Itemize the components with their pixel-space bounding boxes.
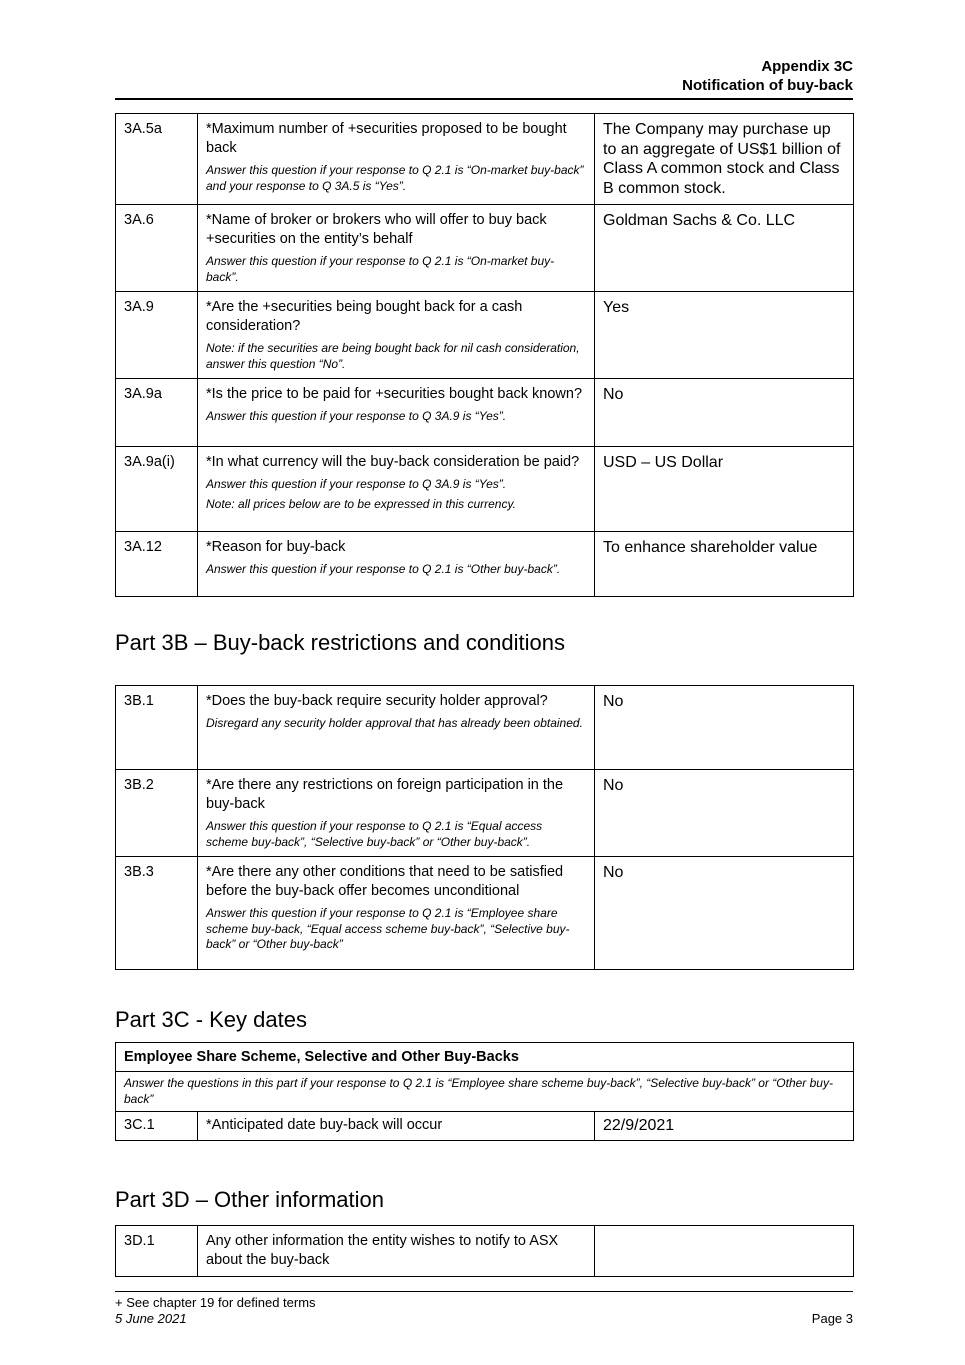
table-row bbox=[116, 770, 854, 857]
banner-title: Employee Share Scheme, Selective and Other Buy-Backs bbox=[124, 1049, 519, 1065]
question-note: Answer this question if your response to Q 2.1 is “On-market buy-back” and your response to Q 3A.5 is “Yes”. bbox=[206, 163, 584, 193]
question-cell bbox=[198, 379, 595, 447]
question-id-cell: 3A.9 bbox=[116, 292, 198, 379]
table-row bbox=[116, 857, 854, 970]
table-row bbox=[116, 1112, 854, 1141]
question-id-cell: 3B.3 bbox=[116, 857, 198, 970]
section-heading-3d: Part 3D – Other information bbox=[115, 1186, 385, 1212]
question-note: Answer this question if your response to Q 3A.9 is “Yes”. bbox=[206, 409, 507, 423]
question-cell bbox=[198, 292, 595, 379]
answer-text: No bbox=[603, 693, 624, 710]
question-id-cell: 3A.12 bbox=[116, 532, 198, 597]
question-note: Answer this question if your response to Q 2.1 is “Equal access scheme buy-back”, “Selective buy-back” or “Other buy-back”. bbox=[206, 819, 543, 849]
question-note: Answer this question if your response to Q 2.1 is “Employee share scheme buy-back, “Equal access scheme buy-back”, “Selective buy-back” or “Other buy-back” bbox=[206, 906, 570, 951]
section-heading-3c: Part 3C - Key dates bbox=[115, 1007, 307, 1032]
question-text: *Name of broker or brokers who will offer to buy back +securities on the entity’s behalf bbox=[206, 212, 547, 247]
part-3a-table bbox=[115, 113, 854, 597]
table-row bbox=[116, 292, 854, 379]
answer-text: The Company may purchase up to an aggregate of US$1 billion of Class A common stock and Class B common stock. bbox=[603, 121, 841, 197]
question-text: Any other information the entity wishes to notify to ASX about the buy-back bbox=[206, 1232, 559, 1268]
question-text: *Are there any restrictions on foreign participation in the buy-back bbox=[206, 777, 564, 812]
question-cell bbox=[198, 532, 595, 597]
question-cell bbox=[198, 205, 595, 292]
question-text: *In what currency will the buy-back consideration be paid? bbox=[206, 454, 580, 470]
question-cell bbox=[198, 114, 595, 205]
question-text: *Reason for buy-back bbox=[206, 539, 346, 555]
document-footer bbox=[115, 1311, 853, 1327]
table-row bbox=[116, 1072, 854, 1112]
answer-cell bbox=[595, 686, 854, 770]
appendix-title: Appendix 3C bbox=[761, 58, 853, 75]
table-row bbox=[116, 114, 854, 205]
table-row bbox=[116, 1225, 854, 1276]
header-divider bbox=[115, 98, 853, 100]
question-note: Answer this question if your response to Q 2.1 is “On-market buy-back”. bbox=[206, 254, 555, 284]
question-text: *Maximum number of +securities proposed to be bought back bbox=[206, 121, 567, 156]
table-row bbox=[116, 686, 854, 770]
question-id-cell: 3B.1 bbox=[116, 686, 198, 770]
document-header bbox=[115, 57, 853, 95]
question-note: Answer this question if your response to Q 3A.9 is “Yes”. bbox=[206, 477, 507, 491]
answer-text: USD – US Dollar bbox=[603, 454, 724, 471]
answer-cell bbox=[595, 1112, 854, 1141]
answer-cell bbox=[595, 114, 854, 205]
question-note: Note: if the securities are being bought back for nil cash consideration, answer this question “No”. bbox=[206, 341, 580, 371]
banner-note: Answer the questions in this part if your response to Q 2.1 is “Employee share scheme buy-back”, “Selective buy-back” or “Other buy-back” bbox=[124, 1076, 833, 1106]
banner-note-cell bbox=[116, 1072, 854, 1112]
banner-title-cell bbox=[116, 1043, 854, 1072]
question-id-cell: 3D.1 bbox=[116, 1225, 198, 1276]
question-id-cell: 3A.5a bbox=[116, 114, 198, 205]
question-id-cell: 3B.2 bbox=[116, 770, 198, 857]
question-note: Answer this question if your response to Q 2.1 is “Other buy-back”. bbox=[206, 562, 561, 576]
section-heading-3b: Part 3B – Buy-back restrictions and conditions bbox=[115, 630, 566, 655]
question-cell bbox=[198, 1112, 595, 1141]
question-cell bbox=[198, 447, 595, 532]
question-cell bbox=[198, 770, 595, 857]
part-3d-table bbox=[115, 1225, 854, 1277]
answer-text: Yes bbox=[603, 299, 630, 316]
question-text: *Does the buy-back require security holder approval? bbox=[206, 693, 548, 709]
question-text: *Are there any other conditions that need to be satisfied before the buy-back offer becomes unconditional bbox=[206, 864, 564, 899]
table-row bbox=[116, 447, 854, 532]
answer-text: To enhance shareholder value bbox=[603, 539, 818, 556]
question-cell bbox=[198, 857, 595, 970]
question-note: Disregard any security holder approval that has already been obtained. bbox=[206, 716, 583, 730]
part-3c-table bbox=[115, 1042, 854, 1141]
answer-cell bbox=[595, 205, 854, 292]
question-id-cell: 3C.1 bbox=[116, 1112, 198, 1141]
footer-divider bbox=[115, 1291, 853, 1292]
table-row bbox=[116, 1043, 854, 1072]
answer-text: Goldman Sachs & Co. LLC bbox=[603, 212, 796, 229]
footer-date: 5 June 2021 bbox=[115, 1310, 187, 1326]
question-id-cell: 3A.9a(i) bbox=[116, 447, 198, 532]
question-text: *Anticipated date buy-back will occur bbox=[206, 1117, 443, 1133]
answer-text: 22/9/2021 bbox=[603, 1117, 675, 1134]
table-row bbox=[116, 205, 854, 292]
page-number: Page 3 bbox=[811, 1310, 853, 1326]
answer-cell bbox=[595, 447, 854, 532]
part-3b-table bbox=[115, 685, 854, 970]
question-note: Note: all prices below are to be expressed in this currency. bbox=[206, 496, 516, 511]
answer-text: No bbox=[603, 777, 624, 794]
document-sheet bbox=[115, 0, 853, 1327]
answer-cell bbox=[595, 770, 854, 857]
question-id-cell: 3A.6 bbox=[116, 205, 198, 292]
question-text: *Is the price to be paid for +securities bought back known? bbox=[206, 386, 583, 402]
answer-cell bbox=[595, 292, 854, 379]
question-text: *Are the +securities being bought back for a cash consideration? bbox=[206, 299, 523, 334]
answer-cell bbox=[595, 532, 854, 597]
question-cell bbox=[198, 686, 595, 770]
answer-text: No bbox=[603, 864, 624, 881]
defined-terms-note: + See chapter 19 for defined terms bbox=[115, 1294, 316, 1310]
question-cell bbox=[198, 1225, 595, 1276]
table-row bbox=[116, 379, 854, 447]
answer-cell bbox=[595, 857, 854, 970]
answer-cell bbox=[595, 379, 854, 447]
table-row bbox=[116, 532, 854, 597]
answer-cell bbox=[595, 1225, 854, 1276]
answer-text: No bbox=[603, 386, 624, 403]
document-title: Notification of buy-back bbox=[682, 77, 853, 94]
question-id-cell: 3A.9a bbox=[116, 379, 198, 447]
